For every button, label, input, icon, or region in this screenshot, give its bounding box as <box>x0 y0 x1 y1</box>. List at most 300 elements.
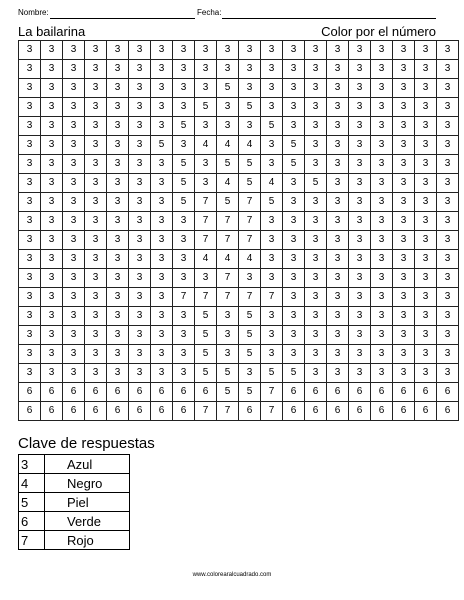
grid-cell: 3 <box>41 174 63 193</box>
grid-cell: 3 <box>437 136 459 155</box>
grid-cell: 6 <box>173 402 195 421</box>
grid-cell: 3 <box>393 193 415 212</box>
grid-cell: 3 <box>327 174 349 193</box>
grid-cell: 3 <box>41 79 63 98</box>
grid-cell: 3 <box>107 345 129 364</box>
grid-row <box>19 79 459 98</box>
grid-cell: 3 <box>283 307 305 326</box>
grid-cell: 3 <box>195 174 217 193</box>
grid-cell: 3 <box>107 79 129 98</box>
grid-cell: 6 <box>107 402 129 421</box>
grid-cell: 3 <box>63 193 85 212</box>
grid-cell: 3 <box>173 60 195 79</box>
grid-cell: 3 <box>327 326 349 345</box>
grid-cell: 6 <box>107 383 129 402</box>
grid-cell: 3 <box>85 60 107 79</box>
grid-cell: 3 <box>327 79 349 98</box>
grid-cell: 6 <box>129 402 151 421</box>
grid-cell: 3 <box>393 212 415 231</box>
grid-cell: 3 <box>393 174 415 193</box>
grid-cell: 3 <box>19 155 41 174</box>
grid-cell: 3 <box>371 212 393 231</box>
grid-cell: 3 <box>19 288 41 307</box>
grid-cell: 3 <box>195 60 217 79</box>
grid-cell: 6 <box>41 402 63 421</box>
grid-cell: 3 <box>151 231 173 250</box>
grid-cell: 6 <box>239 402 261 421</box>
grid-cell: 3 <box>393 345 415 364</box>
grid-cell: 6 <box>327 402 349 421</box>
grid-cell: 3 <box>41 364 63 383</box>
grid-cell: 3 <box>129 212 151 231</box>
grid-cell: 6 <box>415 402 437 421</box>
grid-cell: 3 <box>415 155 437 174</box>
grid-cell: 3 <box>151 288 173 307</box>
grid-cell: 3 <box>217 117 239 136</box>
grid-cell: 4 <box>195 250 217 269</box>
page-subtitle: Color por el número <box>321 24 436 39</box>
grid-cell: 3 <box>19 193 41 212</box>
grid-cell: 5 <box>283 136 305 155</box>
grid-cell: 3 <box>261 345 283 364</box>
grid-cell: 3 <box>415 98 437 117</box>
grid-cell: 6 <box>437 383 459 402</box>
page-title: La bailarina <box>18 24 86 39</box>
grid-cell: 3 <box>85 79 107 98</box>
grid-cell: 3 <box>415 250 437 269</box>
grid-row <box>19 60 459 79</box>
grid-cell: 3 <box>19 98 41 117</box>
grid-cell: 3 <box>349 174 371 193</box>
footer-url: www.colorearalcuadrado.com <box>192 572 272 578</box>
grid-cell: 3 <box>63 155 85 174</box>
grid-cell: 7 <box>195 212 217 231</box>
grid-cell: 3 <box>41 250 63 269</box>
key-number: 3 <box>19 455 45 474</box>
worksheet-header <box>0 0 464 22</box>
grid-cell: 3 <box>129 269 151 288</box>
grid-cell: 3 <box>415 41 437 60</box>
grid-cell: 3 <box>129 364 151 383</box>
grid-cell: 3 <box>151 326 173 345</box>
grid-row <box>19 345 459 364</box>
grid-cell: 3 <box>327 364 349 383</box>
grid-cell: 6 <box>371 402 393 421</box>
grid-cell: 3 <box>63 60 85 79</box>
grid-cell: 3 <box>19 250 41 269</box>
grid-cell: 3 <box>305 288 327 307</box>
grid-cell: 3 <box>85 117 107 136</box>
grid-cell: 3 <box>217 345 239 364</box>
grid-cell: 3 <box>107 155 129 174</box>
grid-cell: 3 <box>283 288 305 307</box>
answer-key-row <box>19 474 130 493</box>
grid-cell: 3 <box>437 212 459 231</box>
grid-cell: 3 <box>437 193 459 212</box>
grid-cell: 3 <box>217 326 239 345</box>
grid-cell: 3 <box>261 136 283 155</box>
grid-cell: 3 <box>261 41 283 60</box>
grid-cell: 4 <box>239 250 261 269</box>
grid-cell: 3 <box>393 288 415 307</box>
grid-cell: 3 <box>19 307 41 326</box>
grid-cell: 3 <box>371 364 393 383</box>
grid-cell: 6 <box>437 402 459 421</box>
grid-cell: 3 <box>129 60 151 79</box>
grid-cell: 6 <box>393 402 415 421</box>
grid-cell: 3 <box>437 345 459 364</box>
grid-cell: 4 <box>239 136 261 155</box>
grid-cell: 5 <box>283 364 305 383</box>
grid-row <box>19 269 459 288</box>
grid-cell: 6 <box>371 383 393 402</box>
key-color: Azul <box>45 455 130 474</box>
grid-cell: 3 <box>415 174 437 193</box>
grid-cell: 3 <box>371 41 393 60</box>
grid-cell: 6 <box>305 402 327 421</box>
grid-cell: 7 <box>217 288 239 307</box>
grid-cell: 4 <box>195 136 217 155</box>
grid-cell: 3 <box>327 155 349 174</box>
grid-cell: 3 <box>41 326 63 345</box>
grid-cell: 3 <box>19 212 41 231</box>
grid-cell: 3 <box>41 288 63 307</box>
grid-cell: 3 <box>151 364 173 383</box>
grid-row <box>19 212 459 231</box>
grid-cell: 5 <box>239 326 261 345</box>
grid-cell: 3 <box>327 98 349 117</box>
grid-cell: 3 <box>129 155 151 174</box>
key-color: Negro <box>45 474 130 493</box>
grid-cell: 3 <box>393 155 415 174</box>
grid-cell: 3 <box>371 269 393 288</box>
grid-cell: 7 <box>261 288 283 307</box>
grid-cell: 3 <box>349 269 371 288</box>
grid-cell: 3 <box>85 41 107 60</box>
grid-cell: 3 <box>327 193 349 212</box>
grid-cell: 3 <box>437 269 459 288</box>
grid-cell: 7 <box>239 212 261 231</box>
grid-cell: 3 <box>415 307 437 326</box>
grid-cell: 3 <box>195 41 217 60</box>
grid-cell: 3 <box>349 364 371 383</box>
grid-row <box>19 155 459 174</box>
grid-cell: 7 <box>195 402 217 421</box>
grid-cell: 3 <box>19 364 41 383</box>
grid-cell: 3 <box>261 250 283 269</box>
grid-cell: 3 <box>305 136 327 155</box>
grid-row <box>19 364 459 383</box>
grid-cell: 3 <box>327 345 349 364</box>
grid-cell: 3 <box>41 231 63 250</box>
grid-cell: 3 <box>129 345 151 364</box>
grid-cell: 3 <box>19 174 41 193</box>
grid-cell: 3 <box>349 212 371 231</box>
grid-cell: 3 <box>195 155 217 174</box>
grid-cell: 3 <box>349 98 371 117</box>
grid-cell: 3 <box>41 345 63 364</box>
grid-cell: 3 <box>349 326 371 345</box>
grid-cell: 3 <box>107 117 129 136</box>
grid-cell: 3 <box>239 60 261 79</box>
grid-cell: 5 <box>217 383 239 402</box>
grid-cell: 3 <box>239 269 261 288</box>
grid-cell: 3 <box>327 307 349 326</box>
grid-cell: 3 <box>19 231 41 250</box>
key-color: Piel <box>45 493 130 512</box>
grid-cell: 5 <box>173 193 195 212</box>
grid-cell: 6 <box>305 383 327 402</box>
date-line <box>222 18 436 19</box>
grid-cell: 6 <box>173 383 195 402</box>
grid-cell: 3 <box>107 326 129 345</box>
grid-cell: 3 <box>151 269 173 288</box>
grid-cell: 3 <box>415 345 437 364</box>
grid-cell: 3 <box>173 345 195 364</box>
grid-cell: 3 <box>437 117 459 136</box>
grid-cell: 3 <box>305 98 327 117</box>
grid-cell: 3 <box>63 326 85 345</box>
grid-row <box>19 98 459 117</box>
grid-cell: 3 <box>437 79 459 98</box>
grid-row <box>19 307 459 326</box>
key-color: Rojo <box>45 531 130 550</box>
grid-cell: 3 <box>129 307 151 326</box>
grid-cell: 3 <box>305 231 327 250</box>
number-grid <box>18 40 459 421</box>
grid-cell: 3 <box>349 155 371 174</box>
grid-cell: 4 <box>217 250 239 269</box>
grid-cell: 3 <box>41 269 63 288</box>
grid-cell: 3 <box>305 155 327 174</box>
grid-cell: 3 <box>305 326 327 345</box>
grid-cell: 3 <box>393 326 415 345</box>
grid-cell: 3 <box>151 250 173 269</box>
grid-cell: 3 <box>129 231 151 250</box>
grid-cell: 3 <box>283 250 305 269</box>
grid-cell: 3 <box>393 60 415 79</box>
grid-cell: 5 <box>261 193 283 212</box>
grid-cell: 3 <box>283 212 305 231</box>
date-label: Fecha: <box>197 8 222 17</box>
grid-cell: 3 <box>151 174 173 193</box>
grid-cell: 3 <box>19 117 41 136</box>
grid-cell: 3 <box>85 345 107 364</box>
grid-cell: 3 <box>239 41 261 60</box>
grid-row <box>19 231 459 250</box>
grid-cell: 3 <box>261 155 283 174</box>
grid-cell: 3 <box>327 231 349 250</box>
grid-cell: 3 <box>437 60 459 79</box>
answer-key-row <box>19 512 130 531</box>
grid-cell: 5 <box>195 98 217 117</box>
grid-cell: 3 <box>63 364 85 383</box>
grid-cell: 3 <box>63 136 85 155</box>
grid-cell: 3 <box>283 269 305 288</box>
grid-cell: 3 <box>173 98 195 117</box>
grid-cell: 3 <box>63 345 85 364</box>
grid-cell: 3 <box>85 193 107 212</box>
grid-cell: 3 <box>63 307 85 326</box>
grid-cell: 3 <box>393 98 415 117</box>
grid-cell: 3 <box>393 79 415 98</box>
grid-cell: 5 <box>283 155 305 174</box>
grid-cell: 7 <box>217 212 239 231</box>
grid-cell: 3 <box>371 136 393 155</box>
grid-row <box>19 136 459 155</box>
grid-cell: 3 <box>63 212 85 231</box>
grid-cell: 3 <box>327 212 349 231</box>
grid-cell: 3 <box>151 155 173 174</box>
grid-cell: 6 <box>19 402 41 421</box>
grid-cell: 3 <box>239 364 261 383</box>
grid-cell: 3 <box>283 326 305 345</box>
grid-cell: 3 <box>19 326 41 345</box>
grid-cell: 3 <box>41 307 63 326</box>
grid-cell: 3 <box>437 231 459 250</box>
key-number: 6 <box>19 512 45 531</box>
grid-cell: 5 <box>239 155 261 174</box>
grid-cell: 3 <box>85 269 107 288</box>
grid-cell: 3 <box>437 155 459 174</box>
grid-cell: 3 <box>41 117 63 136</box>
grid-cell: 6 <box>283 383 305 402</box>
grid-cell: 6 <box>195 383 217 402</box>
grid-cell: 5 <box>261 117 283 136</box>
grid-cell: 6 <box>63 402 85 421</box>
grid-cell: 3 <box>349 79 371 98</box>
grid-cell: 3 <box>437 307 459 326</box>
grid-cell: 3 <box>349 41 371 60</box>
grid-cell: 3 <box>305 345 327 364</box>
grid-cell: 3 <box>41 136 63 155</box>
grid-cell: 3 <box>85 364 107 383</box>
grid-cell: 3 <box>85 155 107 174</box>
grid-cell: 7 <box>239 193 261 212</box>
grid-row <box>19 402 459 421</box>
grid-cell: 3 <box>19 136 41 155</box>
grid-cell: 3 <box>63 79 85 98</box>
grid-cell: 7 <box>195 231 217 250</box>
grid-cell: 3 <box>393 269 415 288</box>
grid-cell: 3 <box>327 250 349 269</box>
grid-cell: 3 <box>195 117 217 136</box>
grid-cell: 5 <box>195 326 217 345</box>
grid-cell: 3 <box>195 269 217 288</box>
grid-cell: 3 <box>305 193 327 212</box>
grid-cell: 3 <box>107 269 129 288</box>
grid-cell: 5 <box>173 155 195 174</box>
grid-cell: 3 <box>107 250 129 269</box>
grid-cell: 6 <box>63 383 85 402</box>
grid-cell: 3 <box>151 41 173 60</box>
grid-cell: 3 <box>305 307 327 326</box>
key-number: 5 <box>19 493 45 512</box>
grid-cell: 3 <box>41 193 63 212</box>
grid-cell: 3 <box>85 288 107 307</box>
grid-cell: 3 <box>173 231 195 250</box>
grid-cell: 3 <box>41 41 63 60</box>
grid-cell: 3 <box>129 174 151 193</box>
grid-cell: 3 <box>371 79 393 98</box>
grid-cell: 3 <box>327 269 349 288</box>
grid-cell: 3 <box>107 288 129 307</box>
grid-cell: 3 <box>63 250 85 269</box>
grid-cell: 3 <box>107 98 129 117</box>
grid-cell: 3 <box>371 98 393 117</box>
grid-cell: 3 <box>415 60 437 79</box>
grid-cell: 3 <box>41 98 63 117</box>
grid-cell: 3 <box>85 250 107 269</box>
grid-cell: 6 <box>415 383 437 402</box>
grid-cell: 3 <box>327 288 349 307</box>
grid-cell: 3 <box>107 174 129 193</box>
grid-cell: 7 <box>217 269 239 288</box>
grid-cell: 6 <box>393 383 415 402</box>
grid-cell: 3 <box>371 307 393 326</box>
grid-cell: 3 <box>371 326 393 345</box>
grid-cell: 3 <box>349 193 371 212</box>
grid-cell: 3 <box>349 117 371 136</box>
grid-cell: 3 <box>371 117 393 136</box>
grid-cell: 3 <box>437 98 459 117</box>
grid-cell: 3 <box>415 231 437 250</box>
grid-cell: 3 <box>19 345 41 364</box>
grid-cell: 3 <box>151 60 173 79</box>
title-row <box>18 24 436 40</box>
grid-cell: 3 <box>283 231 305 250</box>
grid-cell: 3 <box>437 174 459 193</box>
grid-cell: 3 <box>173 41 195 60</box>
grid-cell: 3 <box>63 98 85 117</box>
grid-cell: 7 <box>239 231 261 250</box>
grid-cell: 3 <box>261 269 283 288</box>
grid-cell: 3 <box>107 41 129 60</box>
grid-cell: 7 <box>173 288 195 307</box>
grid-cell: 5 <box>239 307 261 326</box>
grid-cell: 3 <box>283 79 305 98</box>
grid-cell: 3 <box>371 250 393 269</box>
grid-cell: 3 <box>327 41 349 60</box>
grid-cell: 5 <box>195 364 217 383</box>
grid-cell: 3 <box>151 117 173 136</box>
grid-cell: 7 <box>195 288 217 307</box>
grid-cell: 6 <box>151 402 173 421</box>
grid-cell: 3 <box>393 41 415 60</box>
grid-cell: 3 <box>195 79 217 98</box>
grid-cell: 3 <box>85 307 107 326</box>
grid-cell: 3 <box>327 117 349 136</box>
grid-cell: 3 <box>41 212 63 231</box>
grid-cell: 6 <box>327 383 349 402</box>
grid-cell: 3 <box>349 288 371 307</box>
grid-cell: 3 <box>107 231 129 250</box>
grid-cell: 3 <box>239 117 261 136</box>
grid-row <box>19 250 459 269</box>
grid-cell: 3 <box>173 250 195 269</box>
grid-cell: 3 <box>283 41 305 60</box>
grid-cell: 3 <box>261 326 283 345</box>
grid-cell: 3 <box>283 60 305 79</box>
grid-cell: 6 <box>349 383 371 402</box>
grid-cell: 7 <box>195 193 217 212</box>
grid-cell: 3 <box>151 212 173 231</box>
grid-cell: 3 <box>19 79 41 98</box>
grid-cell: 3 <box>393 250 415 269</box>
grid-cell: 7 <box>217 231 239 250</box>
grid-cell: 3 <box>283 174 305 193</box>
grid-cell: 3 <box>63 117 85 136</box>
